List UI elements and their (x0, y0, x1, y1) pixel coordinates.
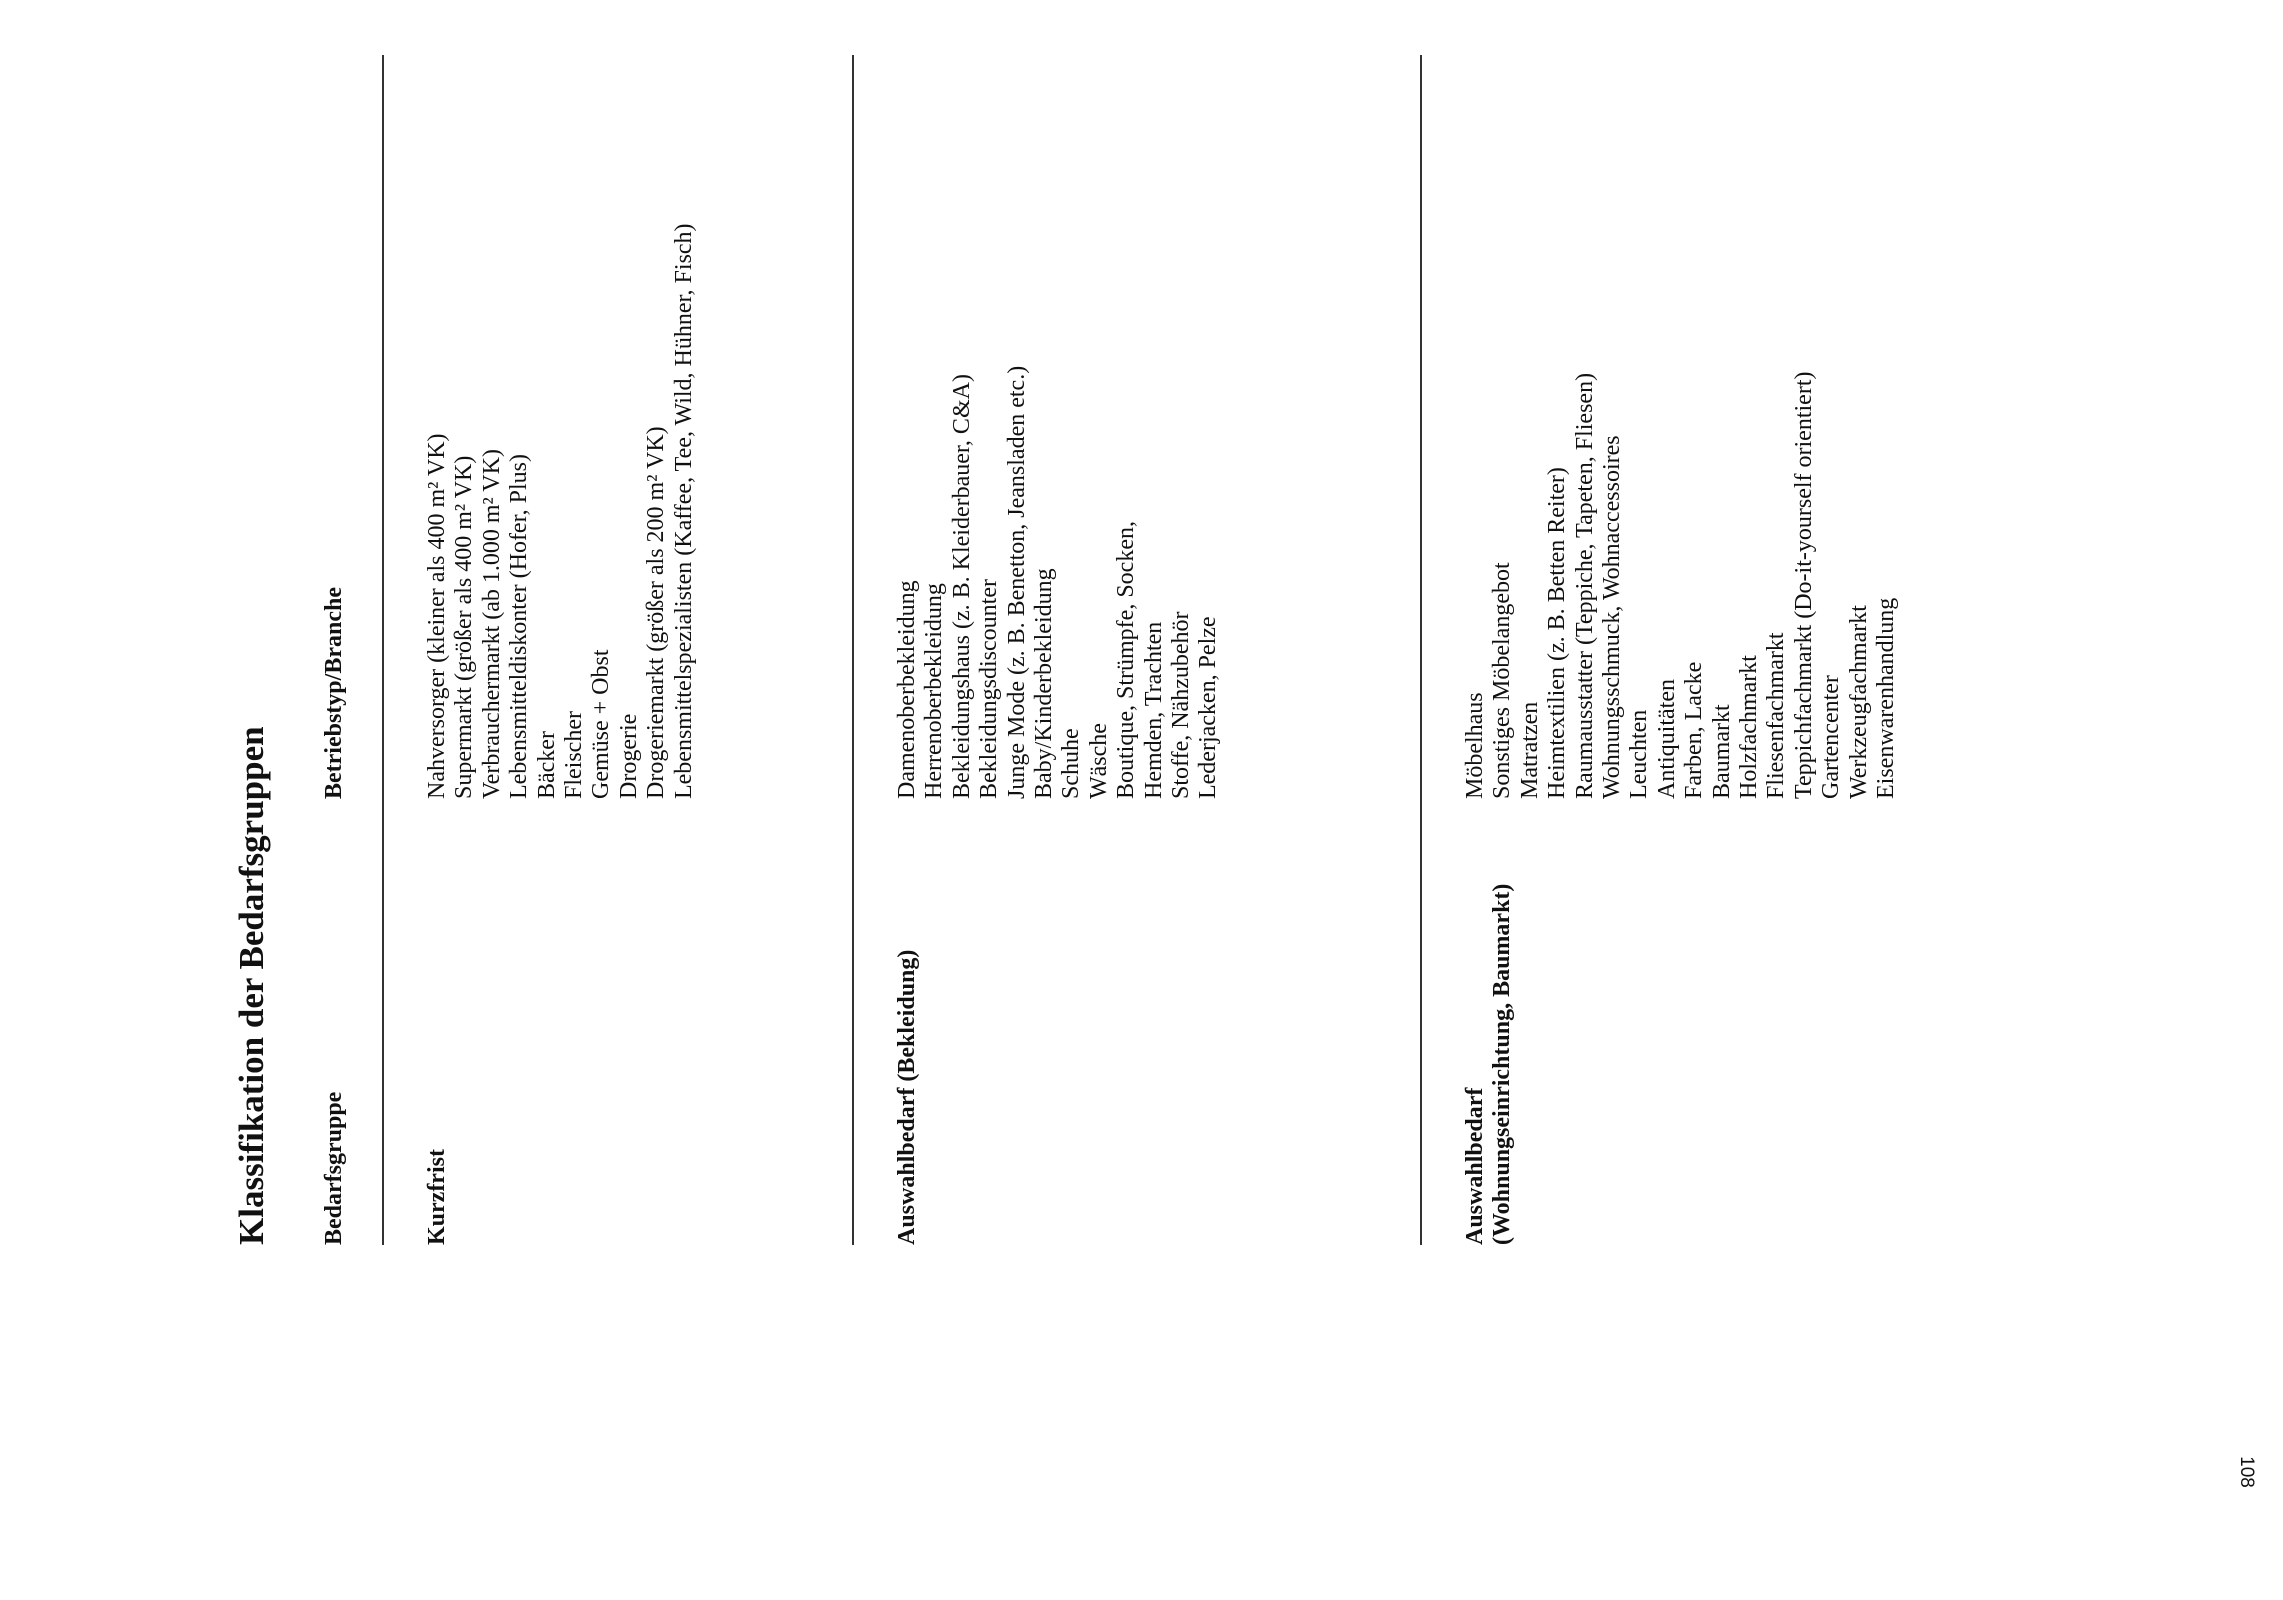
type-list (424, 55, 698, 799)
type-list (894, 55, 1223, 799)
section-divider (382, 55, 384, 1245)
list-item: Damenoberbekleidung (894, 580, 920, 799)
list-item: Lederjacken, Pelze (1195, 616, 1222, 799)
list-item: Teppichfachmarkt (Do-it-yourself orientiert) (1790, 371, 1817, 799)
list-item: Junge Mode (z. B. Benetton, Jeansladen etc.) (1003, 365, 1030, 799)
list-item: Sonstiges Möbelangebot (1489, 562, 1516, 799)
section-divider (852, 55, 854, 1245)
list-item: Matratzen (1516, 701, 1543, 799)
list-item: Eisenwarenhandlung (1873, 597, 1900, 799)
list-item: Lebensmitteldiskonter (Hofer, Plus) (506, 454, 533, 799)
list-item: Drogeriemarkt (größer als 200 m² VK) (643, 426, 670, 799)
list-item: Bekleidungshaus (z. B. Kleiderbauer, C&A) (948, 374, 975, 799)
page-title: Klassifikation der Bedarfsgruppen (232, 726, 271, 1245)
list-item: Wohnungsschmuck, Wohnaccessoires (1599, 435, 1626, 799)
list-item: Lebensmittelspezialisten (Kaffee, Tee, Wild, Hühner, Fisch) (670, 223, 697, 799)
section-divider (1420, 55, 1422, 1245)
list-item: Baby/Kinderbekleidung (1031, 568, 1058, 799)
list-item: Gartencenter (1818, 675, 1845, 799)
column-header-type: Betriebstyp/Branche (321, 587, 347, 799)
list-item: Leuchten (1626, 709, 1653, 799)
list-item: Schuhe (1058, 728, 1085, 799)
list-item: Gemüse + Obst (588, 649, 615, 799)
list-item: Hemden, Trachten (1140, 621, 1167, 799)
list-item: Bäcker (533, 731, 560, 799)
list-item: Werkzeugfachmarkt (1845, 605, 1872, 799)
type-list (1462, 55, 1901, 799)
list-item: Stoffe, Nähzubehör (1168, 611, 1195, 799)
list-item: Antiquitäten (1653, 679, 1680, 799)
list-item: Baumarkt (1708, 704, 1735, 799)
rotated-page-content (230, 55, 2160, 1245)
group-label: Auswahlbedarf (Wohnungseinrichtung, Baumarkt) (1462, 883, 1516, 1245)
group-label: Kurzfrist (424, 1149, 450, 1245)
list-item: Bekleidungsdiscounter (976, 579, 1003, 799)
list-item: Heimtextilien (z. B. Betten Reiter) (1544, 467, 1571, 799)
list-item: Farben, Lacke (1681, 661, 1708, 799)
list-item: Raumausstatter (Teppiche, Tapeten, Fliesen) (1571, 372, 1598, 799)
list-item: Wäsche (1085, 723, 1112, 799)
list-item: Nahversorger (kleiner als 400 m² VK) (424, 433, 450, 799)
list-item: Boutique, Strümpfe, Socken, (1113, 521, 1140, 799)
list-item: Supermarkt (größer als 400 m² VK) (451, 455, 478, 799)
group-label: Auswahlbedarf (Bekleidung) (894, 949, 920, 1245)
list-item: Holzfachmarkt (1736, 655, 1763, 799)
list-item: Fleischer (561, 711, 588, 799)
list-item: Verbrauchermarkt (ab 1.000 m² VK) (478, 449, 505, 799)
page-number: 108 (2236, 1456, 2257, 1488)
list-item: Drogerie (615, 713, 642, 799)
column-header-group: Bedarfsgruppe (321, 1091, 347, 1245)
list-item: Herrenoberbekleidung (921, 583, 948, 799)
list-item: Fliesenfachmarkt (1763, 632, 1790, 799)
list-item: Möbelhaus (1462, 692, 1488, 799)
